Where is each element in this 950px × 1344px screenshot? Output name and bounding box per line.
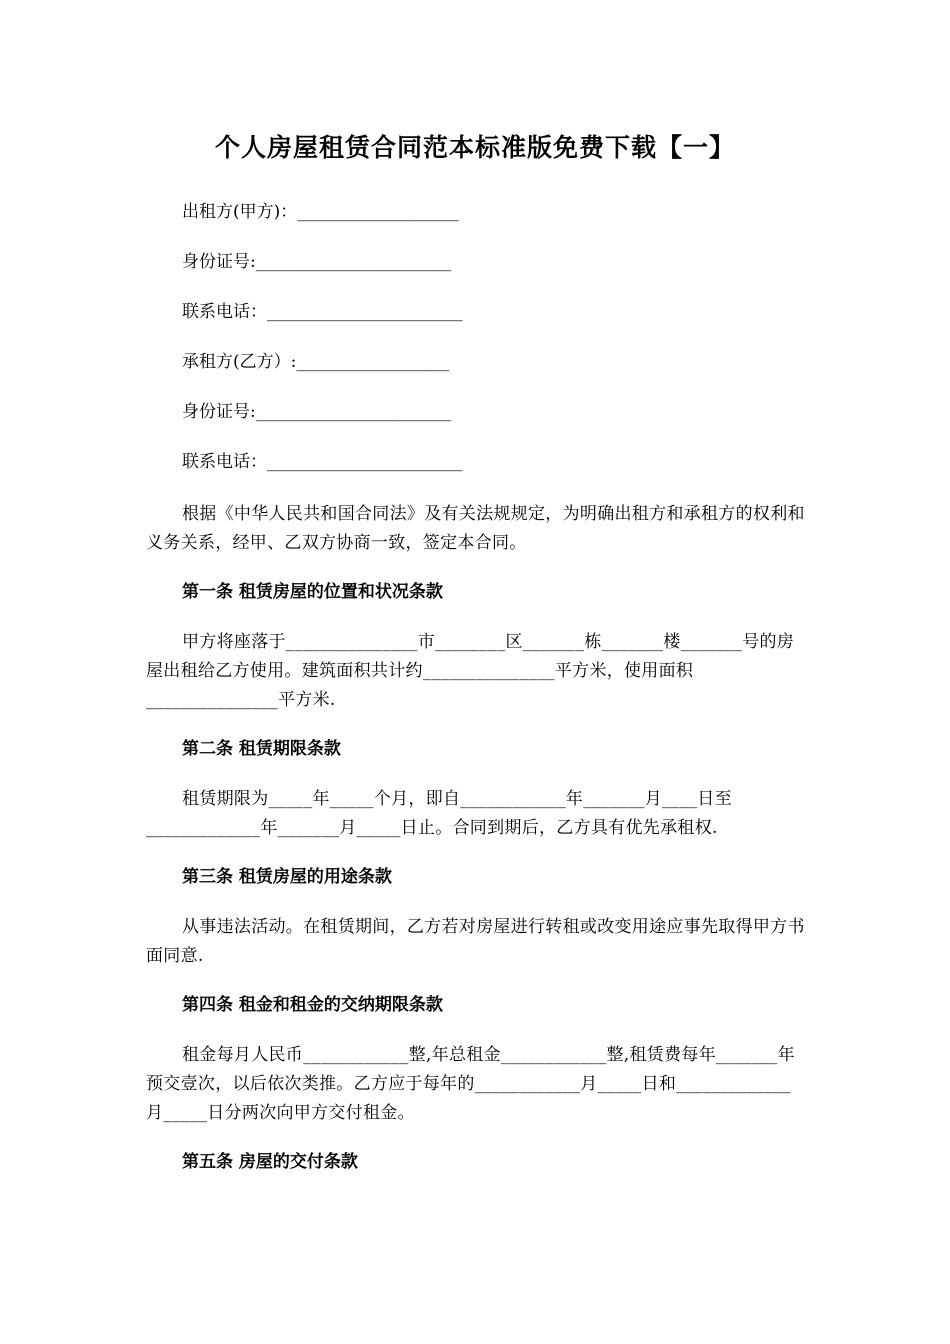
lessor-field: 出租方(甲方)：___________________ <box>182 202 459 222</box>
section-heading-2: 第二条 租赁期限条款 <box>182 739 341 759</box>
section-text-4: 租金每月人民币____________整,年总租金____________整,租赁费每年_______年预交壹次，以后依次类推。乙方应于每年的____________月_____日和_____________月_____日分两次向甲方交付租金。 <box>146 1045 795 1123</box>
section-heading-1: 第一条 租赁房屋的位置和状况条款 <box>182 582 443 602</box>
section-heading-5: 第五条 房屋的交付条款 <box>182 1152 358 1172</box>
lessor-phone-field: 联系电话：_______________________ <box>182 302 463 322</box>
lessee-id-field: 身份证号:_______________________ <box>182 402 452 422</box>
lessee-field: 承租方(乙方）:__________________ <box>182 352 450 372</box>
intro-paragraph: 根据《中华人民共和国合同法》及有关法规规定，为明确出租方和承租方的权利和义务关系，经甲、乙双方协商一致，签定本合同。 <box>146 504 805 553</box>
section-text-2: 租赁期限为_____年_____个月，即自____________年_______月____日至_____________年_______月_____日止。合同到期后，乙方具有优先承租权. <box>146 789 732 838</box>
lessee-phone-field: 联系电话：_______________________ <box>182 452 463 472</box>
section-heading-3: 第三条 租赁房屋的用途条款 <box>182 867 392 887</box>
section-text-1: 甲方将座落于_______________市________区_______栋_______楼_______号的房屋出租给乙方使用。建筑面积共计约_______________平方米，使用面积_______________平方米. <box>146 632 795 710</box>
lessor-id-field: 身份证号:_______________________ <box>182 252 452 272</box>
party-info-fields <box>182 197 463 497</box>
contract-body <box>146 500 806 1198</box>
section-heading-4: 第四条 租金和租金的交纳期限条款 <box>182 995 443 1015</box>
section-text-3: 从事违法活动。在租赁期间，乙方若对房屋进行转租或改变用途应事先取得甲方书面同意. <box>146 917 805 966</box>
document-title: 个人房屋租赁合同范本标准版免费下载【一】 <box>214 133 735 162</box>
